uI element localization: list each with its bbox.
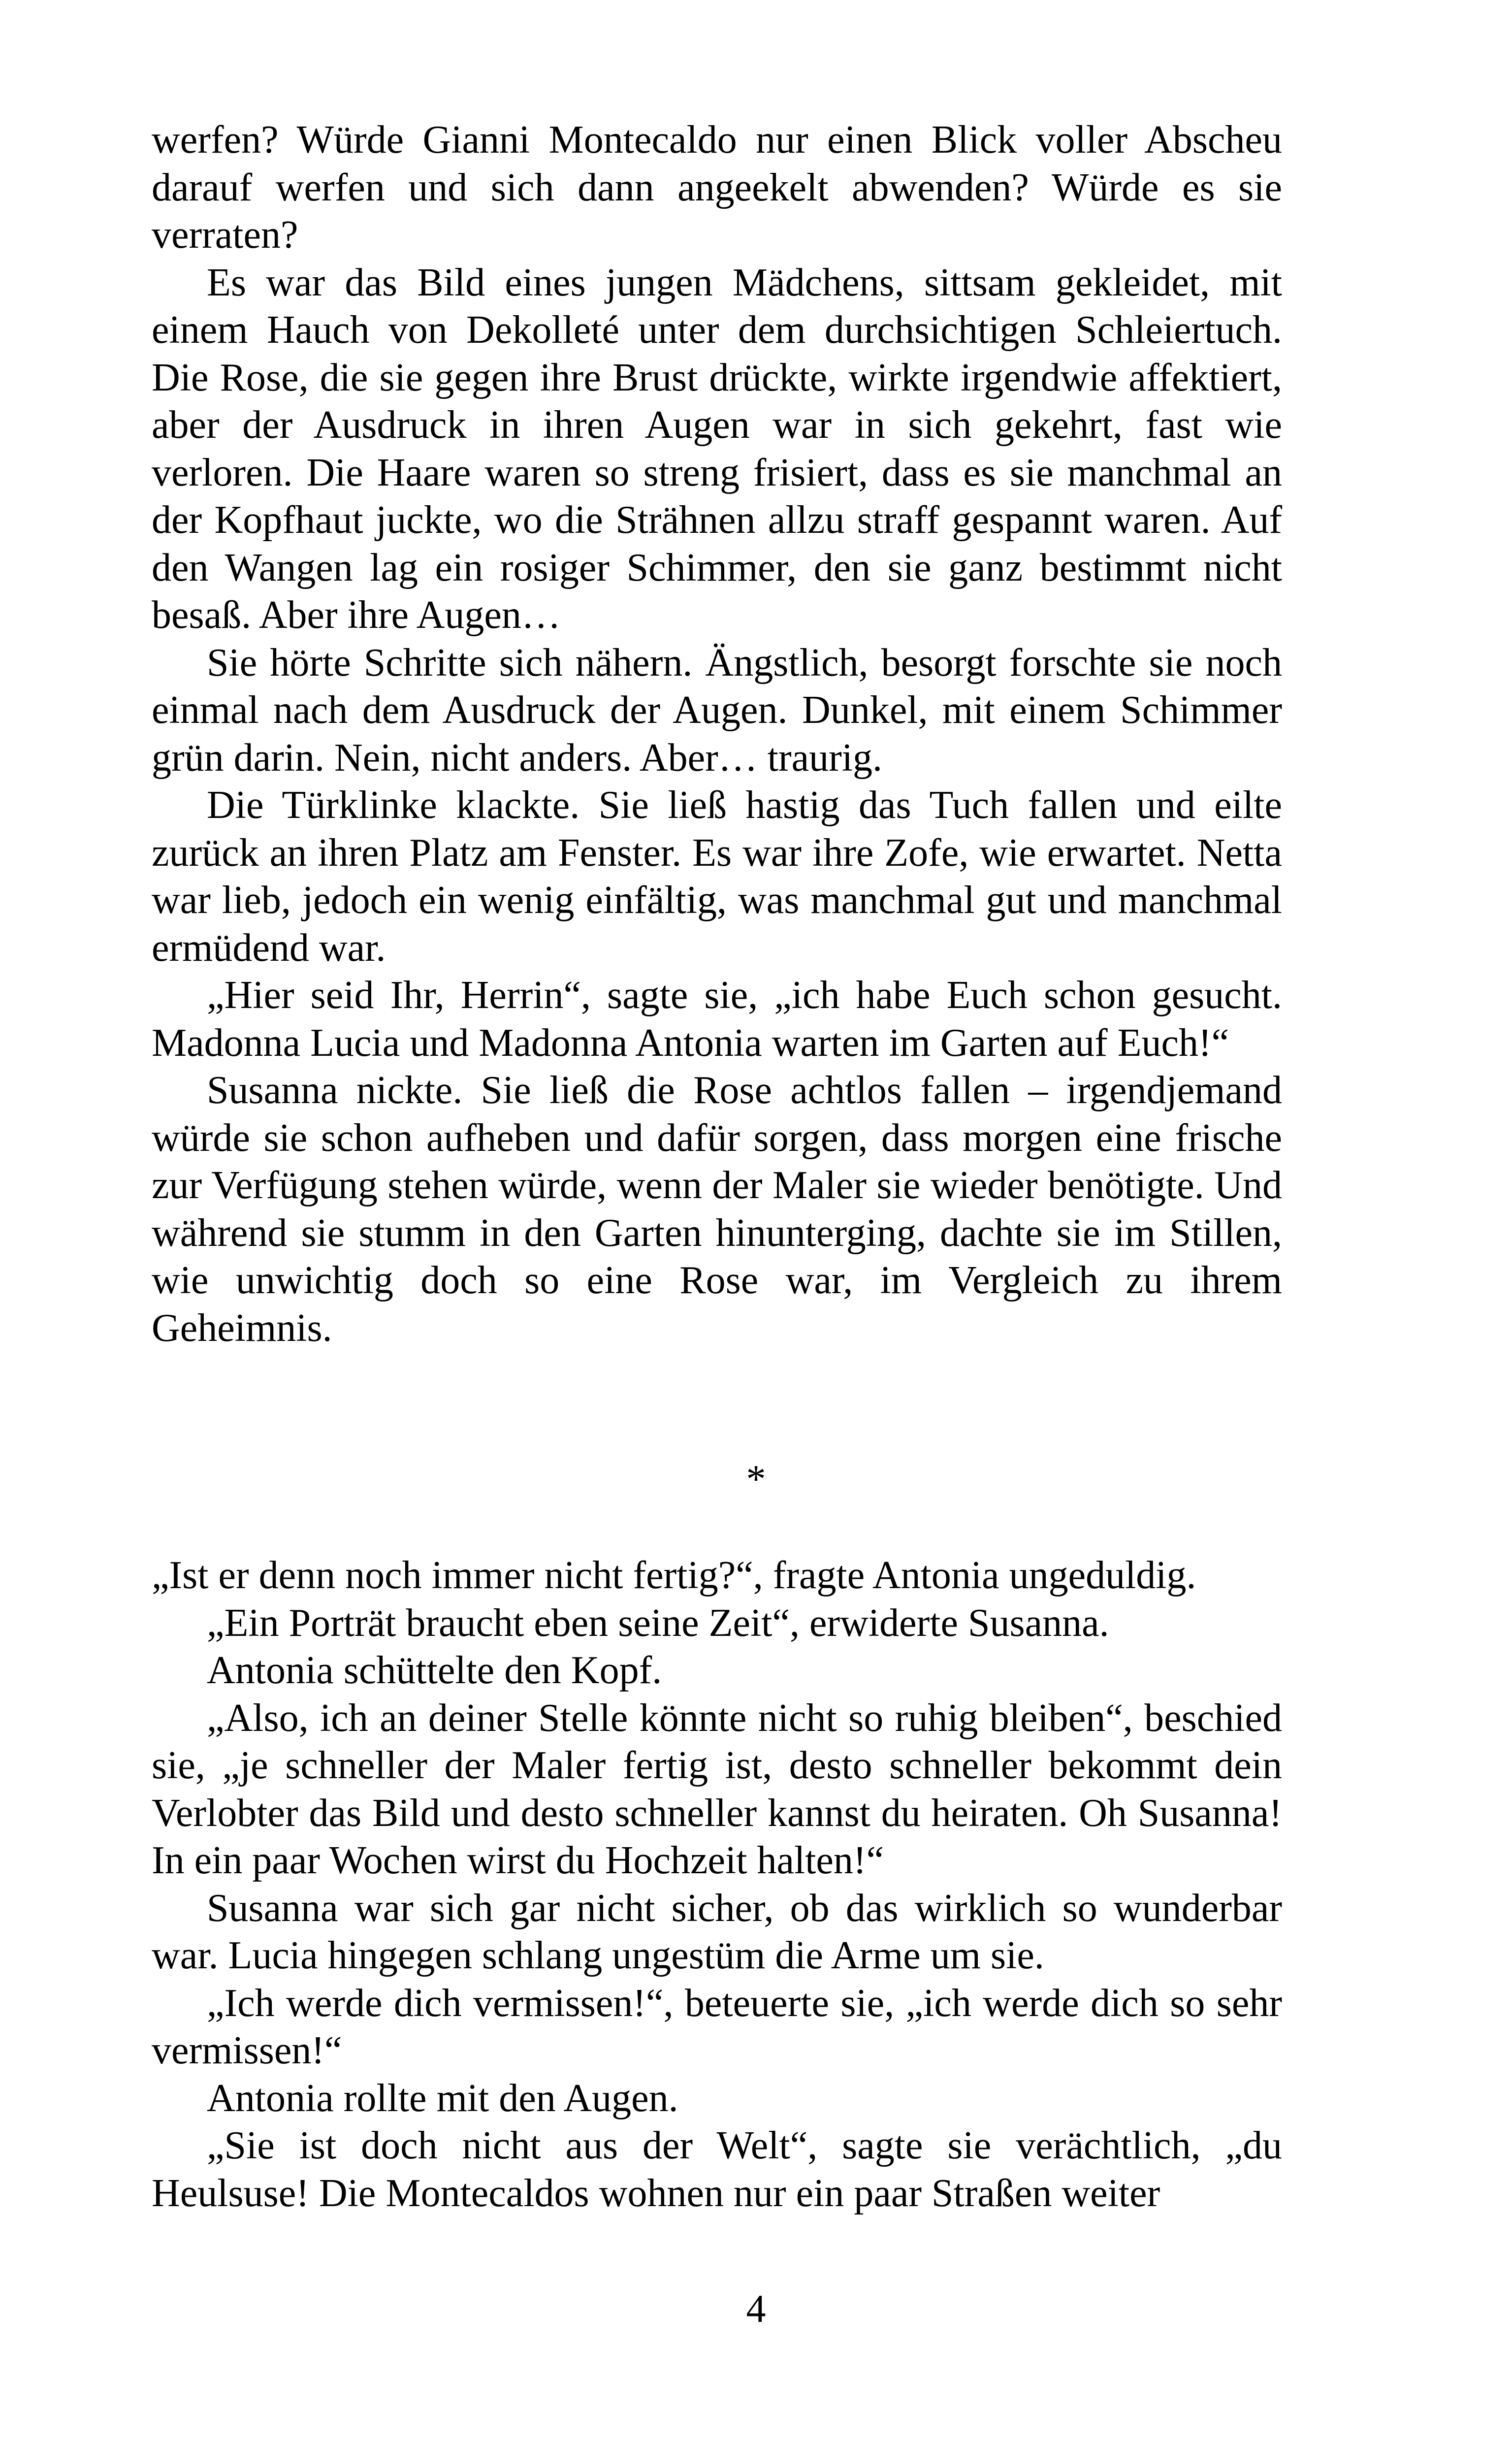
paragraph: Antonia rollte mit den Augen. <box>207 2076 678 2120</box>
page-number: 4 <box>746 2287 766 2331</box>
paragraph: „Ist er denn noch immer nicht fertig?“, fragte Antonia ungeduldig. <box>152 1554 1196 1597</box>
paragraph: „Ein Porträt braucht eben seine Zeit“, erwiderte Susanna. <box>207 1601 1109 1645</box>
text-section-1 <box>152 116 1282 1352</box>
paragraph: Susanna war sich gar nicht sicher, ob das wirklich so wunderbar war. Lucia hingegen schlang ungestüm die Arme um sie. <box>152 1886 1282 1977</box>
paragraph: „Ich werde dich vermissen!“, beteuerte sie, „ich werde dich so sehr vermissen!“ <box>152 1981 1282 2072</box>
paragraph: Susanna nickte. Sie ließ die Rose achtlos fallen – irgendjemand würde sie schon aufheben und dafür sorgen, dass morgen eine frische zur Verfügung stehen würde, wenn der Maler sie wieder benötigte. Und während sie stumm in den Garten hinunterging, dachte sie im Stillen, wie unwichtig doch so eine Rose war, im Vergleich zu ihrem Geheimnis. <box>152 1069 1282 1350</box>
section-separator: * <box>746 1458 766 1501</box>
paragraph: „Sie ist doch nicht aus der Welt“, sagte sie verächtlich, „du Heulsuse! Die Montecaldos wohnen nur ein paar Straßen weiter <box>152 2124 1282 2215</box>
paragraph: „Also, ich an deiner Stelle könnte nicht so ruhig bleiben“, beschied sie, „je schneller der Maler fertig ist, desto schneller bekommt dein Verlobter das Bild und desto schneller kannst du heiraten. Oh Susanna! In ein paar Wochen wirst du Hochzeit halten!“ <box>152 1696 1282 1882</box>
paragraph: „Hier seid Ihr, Herrin“, sagte sie, „ich habe Euch schon gesucht. Madonna Lucia und Madonna Antonia warten im Garten auf Euch!“ <box>152 974 1282 1065</box>
paragraph: Es war das Bild eines jungen Mädchens, sittsam gekleidet, mit einem Hauch von Dekolleté unter dem durchsichtigen Schleiertuch. Die Rose, die sie gegen ihre Brust drückte, wirkte irgendwie affektiert, aber der Ausdruck in ihren Augen war in sich gekehrt, fast wie verloren. Die Haare waren so streng frisiert, dass es sie manchmal an der Kopfhaut juckte, wo die Strähnen allzu straff gespannt waren. Auf den Wangen lag ein rosiger Schimmer, den sie ganz bestimmt nicht besaß. Aber ihre Augen… <box>152 261 1282 637</box>
paragraph: Antonia schüttelte den Kopf. <box>207 1649 662 1692</box>
paragraph: Sie hörte Schritte sich nähern. Ängstlich, besorgt forschte sie noch einmal nach dem Ausdruck der Augen. Dunkel, mit einem Schimmer grün darin. Nein, nicht anders. Aber… traurig. <box>152 641 1282 780</box>
paragraph: werfen? Würde Gianni Montecaldo nur einen Blick voller Abscheu darauf werfen und sich dann angeekelt abwenden? Würde es sie verraten? <box>152 118 1282 257</box>
text-section-2 <box>152 1552 1282 2217</box>
paragraph: Die Türklinke klackte. Sie ließ hastig das Tuch fallen und eilte zurück an ihren Platz am Fenster. Es war ihre Zofe, wie erwartet. Netta war lieb, jedoch ein wenig einfältig, was manchmal gut und manchmal ermüdend war. <box>152 783 1282 970</box>
